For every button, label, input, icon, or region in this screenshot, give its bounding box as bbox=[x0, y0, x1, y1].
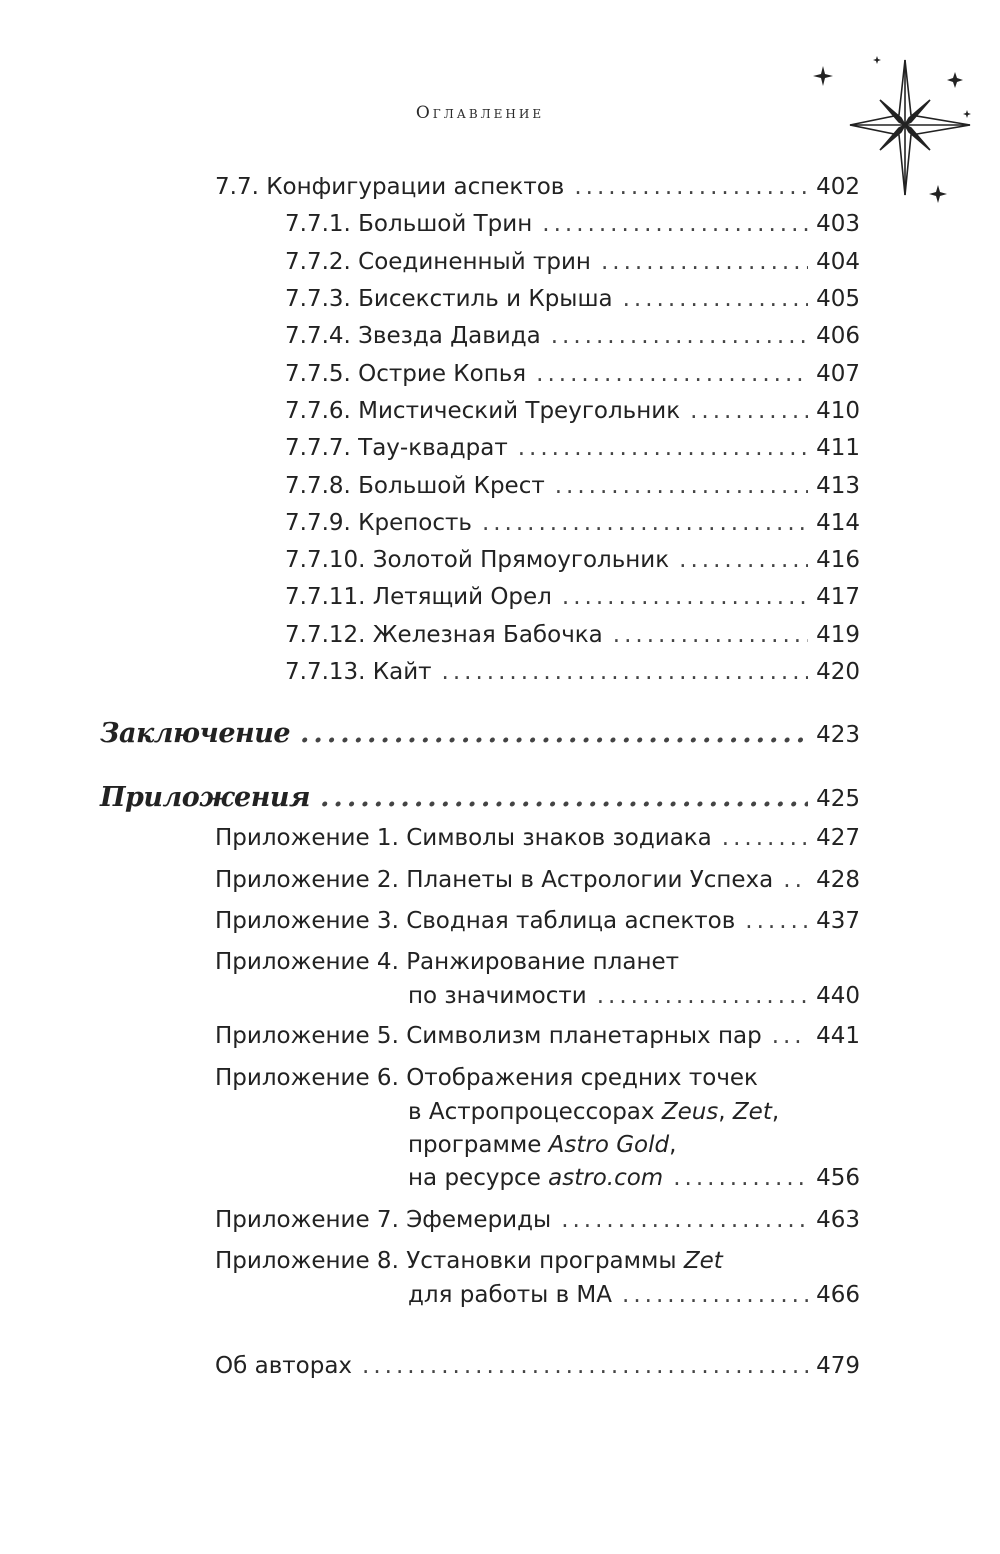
toc-entry-7-7-13[interactable] bbox=[285, 652, 860, 692]
toc-entry-page: 437 bbox=[816, 908, 860, 934]
toc-entry-label: 7.7.5. Острие Копья bbox=[285, 361, 527, 387]
toc-entry-page: 440 bbox=[816, 983, 860, 1009]
toc-entry-appendix-3[interactable] bbox=[215, 901, 860, 941]
toc-entry-label: 7.7.12. Железная Бабочка bbox=[285, 622, 603, 648]
dot-leader bbox=[623, 279, 808, 319]
toc-entry-label: 7.7.11. Летящий Орел bbox=[285, 584, 552, 610]
toc-entry-page: 417 bbox=[816, 584, 860, 610]
toc-entry-label: 7.7.6. Мистический Треугольник bbox=[285, 398, 681, 424]
toc-entry-about-authors[interactable] bbox=[215, 1346, 860, 1386]
dot-leader bbox=[772, 1016, 808, 1056]
toc-entry-7-7[interactable] bbox=[215, 167, 860, 207]
toc-entry-page: 402 bbox=[816, 174, 860, 200]
toc-entry-7-7-3[interactable] bbox=[285, 279, 860, 319]
dot-leader bbox=[601, 242, 808, 282]
text-segment: в Астропроцессорах bbox=[408, 1099, 662, 1125]
dot-leader bbox=[597, 976, 808, 1016]
toc-entry-page: 420 bbox=[816, 659, 860, 685]
toc-entry-label: Приложение 3. Сводная таблица аспектов bbox=[215, 908, 736, 934]
dot-leader bbox=[518, 428, 808, 468]
toc-entry-label bbox=[408, 1158, 663, 1198]
toc-entry-page: 404 bbox=[816, 249, 860, 275]
toc-entry-label: 7.7.9. Крепость bbox=[285, 510, 472, 536]
text-segment: программе bbox=[408, 1132, 549, 1158]
toc-entry-label: для работы в МА bbox=[408, 1282, 613, 1308]
running-head: Оглавление bbox=[415, 103, 545, 123]
toc-entry-appendix-6[interactable] bbox=[408, 1158, 860, 1198]
toc-entry-page: 456 bbox=[816, 1165, 860, 1191]
toc-entry-7-7-7[interactable] bbox=[285, 428, 860, 468]
toc-entry-label: 7.7.3. Бисекстиль и Крыша bbox=[285, 286, 613, 312]
dot-leader bbox=[673, 1158, 808, 1198]
toc-entry-label: Об авторах bbox=[215, 1353, 353, 1379]
dot-leader bbox=[622, 1275, 808, 1315]
toc-entry-label: Приложение 7. Эфемериды bbox=[215, 1207, 552, 1233]
toc-entry-page: 441 bbox=[816, 1023, 860, 1049]
toc-entry-appendix-7[interactable] bbox=[215, 1200, 860, 1240]
toc-entry-7-7-8[interactable] bbox=[285, 466, 860, 506]
toc-entry-label: по значимости bbox=[408, 983, 587, 1009]
dot-leader bbox=[300, 714, 808, 754]
dot-leader bbox=[562, 577, 808, 617]
toc-entry-appendix-4[interactable] bbox=[408, 976, 860, 1016]
dot-leader bbox=[442, 652, 809, 692]
toc-entry-appendix-2[interactable] bbox=[215, 860, 860, 900]
dot-leader bbox=[536, 354, 808, 394]
toc-entry-page: 423 bbox=[816, 722, 860, 748]
toc-entry-7-7-5[interactable] bbox=[285, 354, 860, 394]
toc-entry-page: 425 bbox=[816, 786, 860, 812]
dot-leader bbox=[783, 860, 808, 900]
toc-entry-page: 428 bbox=[816, 867, 860, 893]
toc-entry-7-7-9[interactable] bbox=[285, 503, 860, 543]
software-name: Zeus bbox=[661, 1099, 719, 1125]
toc-major-heading: Заключение bbox=[100, 718, 291, 749]
toc-entry-label: 7.7.4. Звезда Давида bbox=[285, 323, 541, 349]
dot-leader bbox=[561, 1200, 808, 1240]
toc-entry-7-7-4[interactable] bbox=[285, 316, 860, 356]
toc-entry-appendix-1[interactable] bbox=[215, 818, 860, 858]
toc-entry-appendices[interactable] bbox=[100, 778, 860, 818]
toc-entry-page: 463 bbox=[816, 1207, 860, 1233]
dot-leader bbox=[679, 540, 808, 580]
toc-entry-page: 466 bbox=[816, 1282, 860, 1308]
dot-leader bbox=[362, 1346, 808, 1386]
dot-leader bbox=[555, 466, 808, 506]
toc-entry-page: 403 bbox=[816, 211, 860, 237]
text-segment: Приложение 8. Установки программы bbox=[215, 1248, 684, 1274]
toc-entry-page: 407 bbox=[816, 361, 860, 387]
toc-entry-label: 7.7.7. Тау-квадрат bbox=[285, 435, 508, 461]
toc-major-heading: Приложения bbox=[100, 782, 311, 813]
dot-leader bbox=[542, 204, 808, 244]
toc-entry-label: 7.7.13. Кайт bbox=[285, 659, 432, 685]
text-segment: , bbox=[718, 1099, 733, 1125]
website-name: astro.com bbox=[548, 1165, 664, 1191]
toc-entry-page: 427 bbox=[816, 825, 860, 851]
dot-leader bbox=[745, 901, 808, 941]
toc-entry-7-7-12[interactable] bbox=[285, 615, 860, 655]
toc-entry-label: 7.7.2. Соединенный трин bbox=[285, 249, 591, 275]
toc-entry-label: 7.7. Конфигурации аспектов bbox=[215, 174, 565, 200]
dot-leader bbox=[551, 316, 808, 356]
toc-entry-page: 416 bbox=[816, 547, 860, 573]
dot-leader bbox=[482, 503, 808, 543]
toc-entry-conclusion[interactable] bbox=[100, 714, 860, 754]
toc-entry-label: Приложение 1. Символы знаков зодиака bbox=[215, 825, 712, 851]
text-segment: на ресурсе bbox=[408, 1165, 549, 1191]
toc-entry-7-7-11[interactable] bbox=[285, 577, 860, 617]
toc-entry-page: 405 bbox=[816, 286, 860, 312]
dot-leader bbox=[574, 167, 808, 207]
toc-entry-label: Приложение 2. Планеты в Астрологии Успеха bbox=[215, 867, 774, 893]
dot-leader bbox=[320, 778, 808, 818]
text-segment: , bbox=[669, 1132, 677, 1158]
toc-entry-page: 414 bbox=[816, 510, 860, 536]
toc-entry-label: 7.7.10. Золотой Прямоугольник bbox=[285, 547, 670, 573]
toc-entry-label: 7.7.8. Большой Крест bbox=[285, 473, 545, 499]
text-segment: , bbox=[771, 1099, 780, 1125]
toc-entry-appendix-6-title[interactable]: Приложение 6. Отображения средних точек bbox=[215, 1065, 758, 1091]
toc-entry-page: 419 bbox=[816, 622, 860, 648]
toc-entry-page: 411 bbox=[816, 435, 860, 461]
toc-entry-appendix-8[interactable] bbox=[408, 1275, 860, 1315]
dot-leader bbox=[690, 391, 808, 431]
toc-entry-label: Приложение 5. Символизм планетарных пар bbox=[215, 1023, 762, 1049]
software-name: Zet bbox=[732, 1099, 772, 1125]
software-name: Zet bbox=[683, 1248, 723, 1274]
toc-entry-7-7-10[interactable] bbox=[285, 540, 860, 580]
toc-entry-page: 410 bbox=[816, 398, 860, 424]
toc-entry-page: 479 bbox=[816, 1353, 860, 1379]
toc-entry-appendix-5[interactable] bbox=[215, 1016, 860, 1056]
toc-entry-page: 406 bbox=[816, 323, 860, 349]
toc-entry-appendix-4-title[interactable]: Приложение 4. Ранжирование планет bbox=[215, 949, 680, 975]
software-name: Astro Gold bbox=[548, 1132, 670, 1158]
dot-leader bbox=[722, 818, 808, 858]
toc-entry-7-7-1[interactable] bbox=[285, 204, 860, 244]
toc-entry-page: 413 bbox=[816, 473, 860, 499]
toc-entry-label: 7.7.1. Большой Трин bbox=[285, 211, 533, 237]
toc-entry-7-7-2[interactable] bbox=[285, 242, 860, 282]
dot-leader bbox=[613, 615, 808, 655]
toc-entry-7-7-6[interactable] bbox=[285, 391, 860, 431]
